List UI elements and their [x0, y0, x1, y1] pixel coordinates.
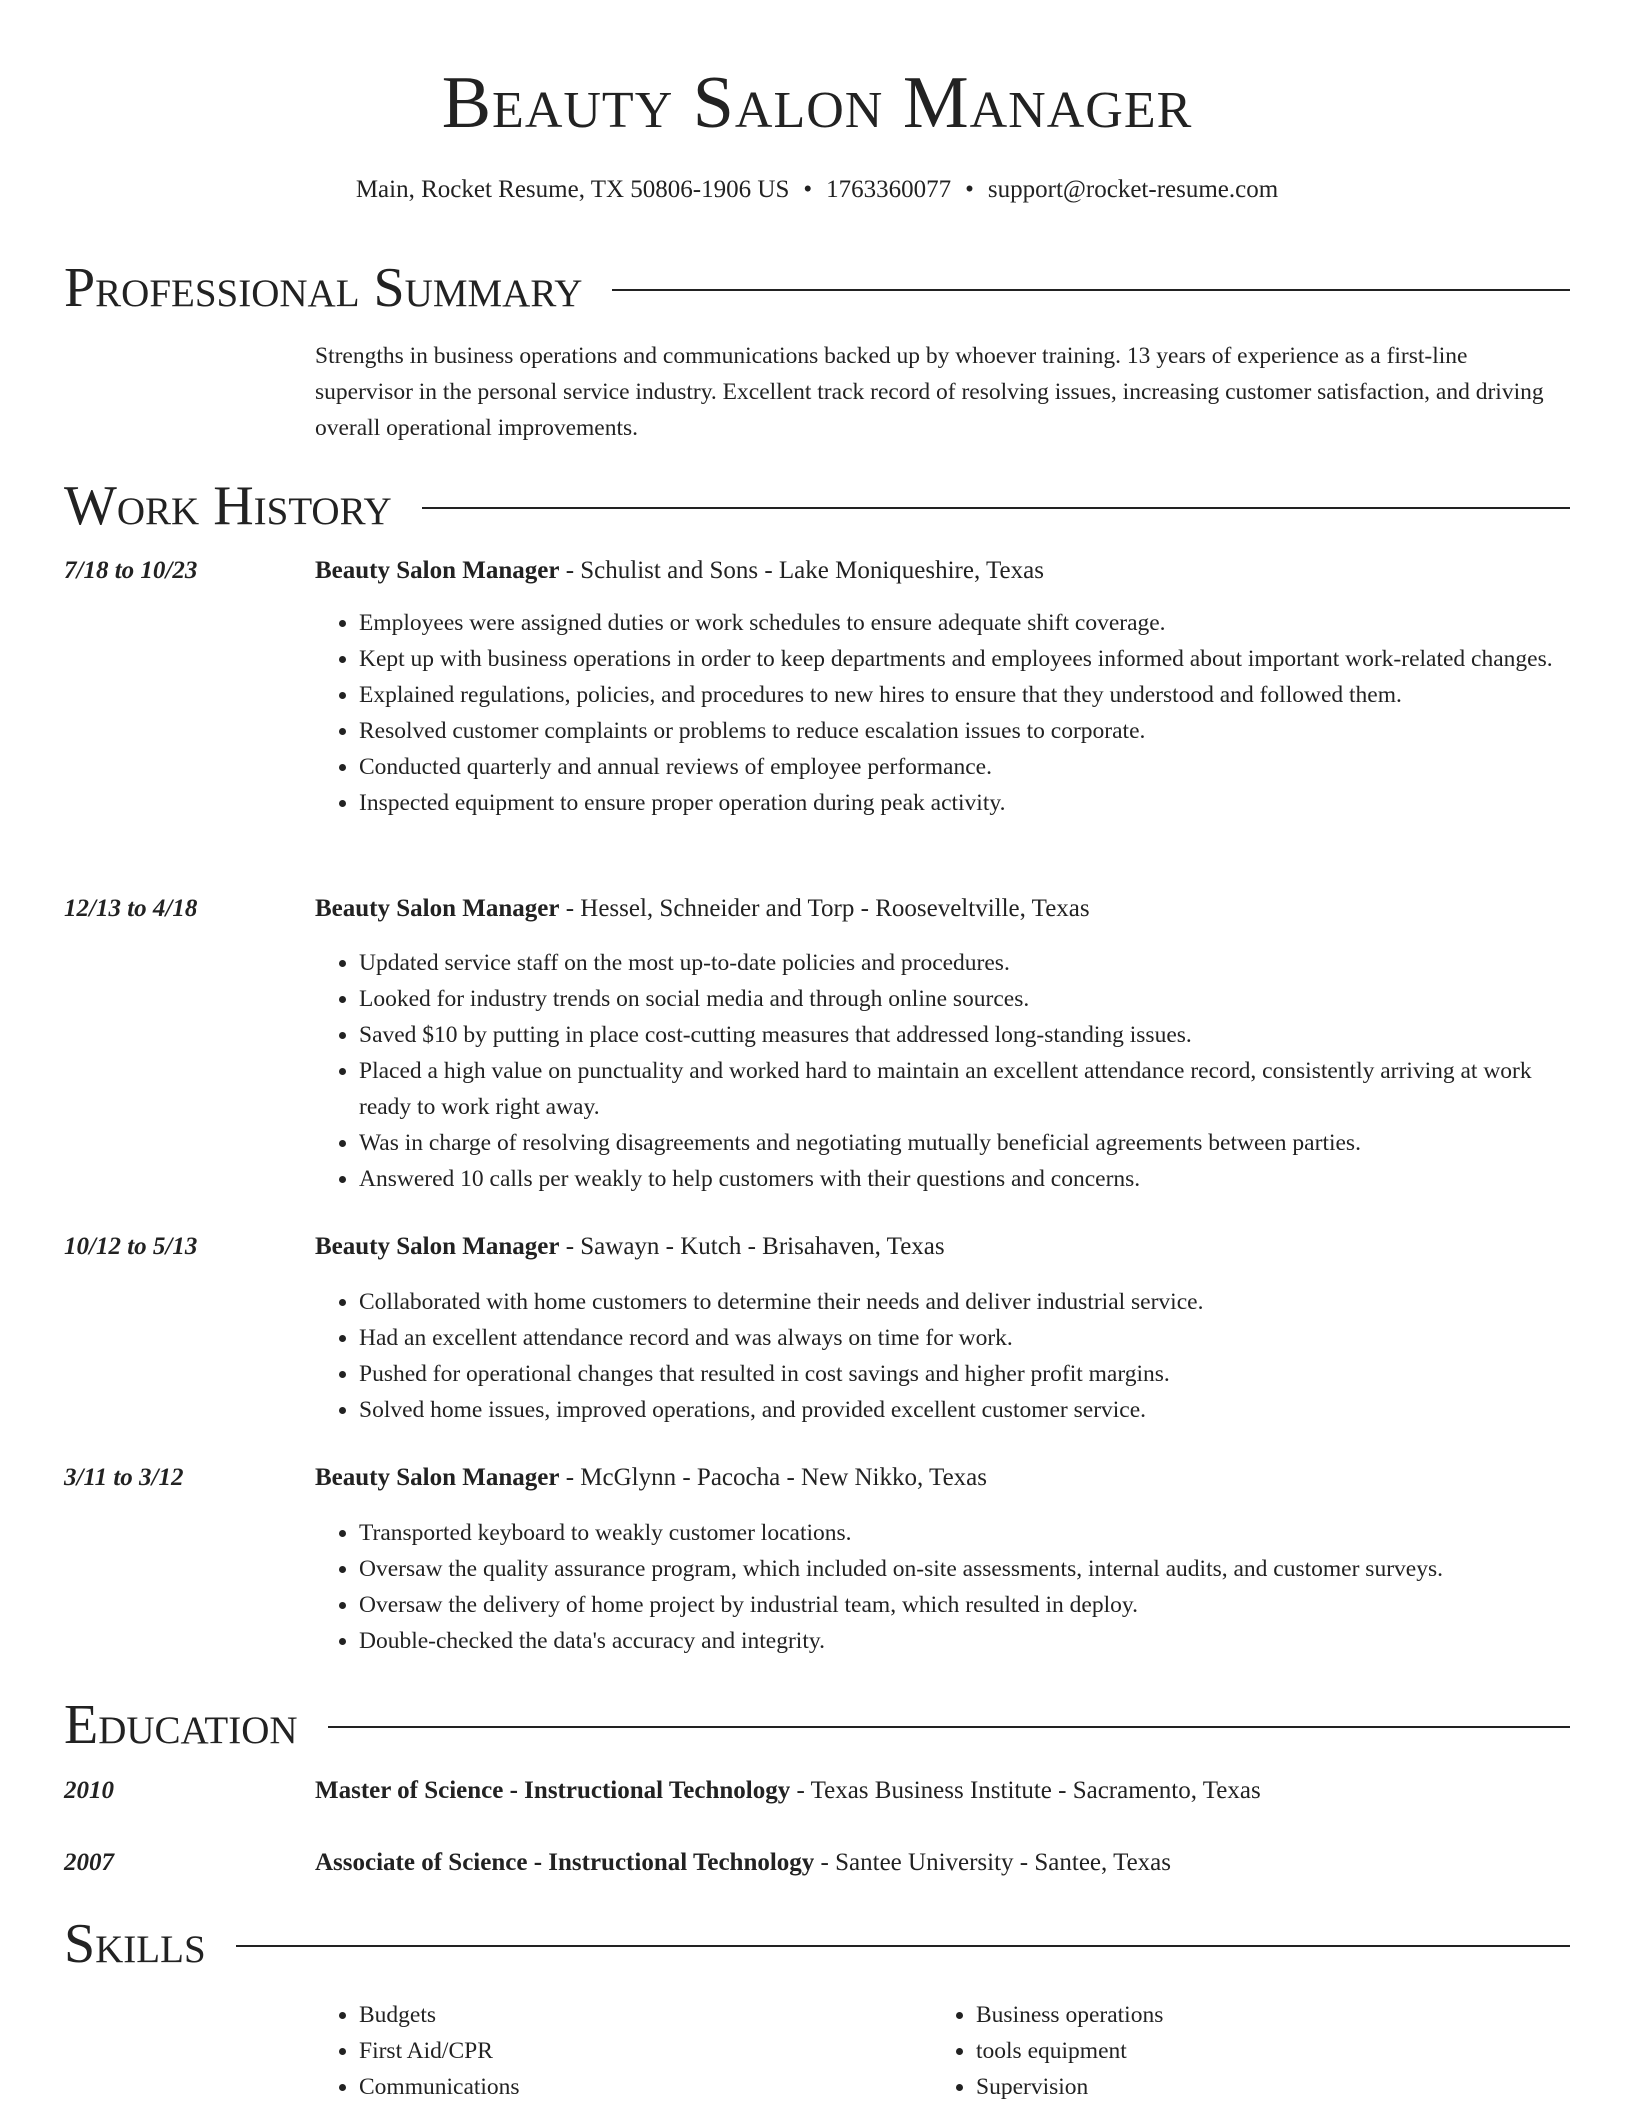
list-item: • Saved $10 by putting in place cost-cutting measures that addressed long-standing issues.	[359, 1017, 1570, 1053]
list-item: • Oversaw the delivery of home project by industrial team, which resulted in deploy.	[359, 1587, 1570, 1623]
job-title: Beauty Salon Manager	[315, 1233, 560, 1260]
job-details: - Hessel, Schneider and Torp - Rooseveltville, Texas	[559, 895, 1090, 922]
job-title: Beauty Salon Manager	[315, 895, 560, 922]
job-bullets	[315, 1515, 1570, 1659]
job-details: - McGlynn - Pacocha - New Nikko, Texas	[559, 1464, 987, 1491]
candidate-name: Beauty Salon Manager	[441, 62, 1193, 144]
list-item: • Oversaw the quality assurance program, which included on-site assessments, internal audits, and customer surveys.	[359, 1551, 1570, 1587]
skill-item: • Business operations	[976, 1997, 1532, 2033]
list-item: • Had an excellent attendance record and was always on time for work.	[359, 1320, 1570, 1356]
list-item: • Was in charge of resolving disagreements and negotiating mutually beneficial agreements between parties.	[359, 1125, 1570, 1161]
section-title: Skills	[64, 1913, 206, 1975]
job-bullets	[315, 945, 1570, 1197]
contact-line	[64, 172, 1570, 208]
job-heading	[315, 891, 1570, 927]
section-skills-header	[64, 1912, 1570, 1976]
job-title: Beauty Salon Manager	[315, 557, 560, 584]
skill-item: • Supervision	[976, 2069, 1532, 2105]
skill-item: • tools equipment	[976, 2033, 1532, 2069]
job-heading	[315, 1229, 1570, 1265]
job-details: - Sawayn - Kutch - Brisahaven, Texas	[559, 1233, 945, 1260]
section-divider	[422, 507, 1570, 509]
education-details: - Santee University - Santee, Texas	[814, 1849, 1172, 1876]
section-work-header	[64, 474, 1570, 538]
job-dates: 10/12 to 5/13	[64, 1233, 198, 1260]
job-bullets	[315, 605, 1570, 821]
list-item: • Resolved customer complaints or problems to reduce escalation issues to corporate.	[359, 713, 1570, 749]
job-title: Beauty Salon Manager	[315, 1464, 560, 1491]
education-degree: Associate of Science - Instructional Technology	[315, 1849, 815, 1876]
contact-separator: •	[803, 176, 813, 203]
list-item: • Double-checked the data's accuracy and integrity.	[359, 1623, 1570, 1659]
list-item: • Employees were assigned duties or work schedules to ensure adequate shift coverage.	[359, 605, 1570, 641]
skill-item: • Communications	[359, 2069, 915, 2105]
skill-item: • First Aid/CPR	[359, 2033, 915, 2069]
section-summary-header	[64, 256, 1570, 320]
list-item: • Transported keyboard to weakly customer locations.	[359, 1515, 1570, 1551]
section-divider	[328, 1726, 1570, 1728]
list-item: • Updated service staff on the most up-to-date policies and procedures.	[359, 945, 1570, 981]
job-dates: 3/11 to 3/12	[64, 1464, 184, 1491]
education-heading	[315, 1773, 1570, 1809]
list-item: • Explained regulations, policies, and procedures to new hires to ensure that they understood and followed them.	[359, 677, 1570, 713]
contact-phone: 1763360077	[826, 176, 952, 203]
list-item: • Conducted quarterly and annual reviews of employee performance.	[359, 749, 1570, 785]
job-heading	[315, 1460, 1570, 1496]
contact-address: Main, Rocket Resume, TX 50806-1906 US	[355, 176, 790, 203]
section-title: Work History	[64, 475, 392, 537]
section-divider	[612, 289, 1570, 291]
education-year: 2010	[64, 1777, 114, 1804]
list-item: • Kept up with business operations in order to keep departments and employees informed about important work-related changes.	[359, 641, 1570, 677]
list-item: • Inspected equipment to ensure proper operation during peak activity.	[359, 785, 1570, 821]
contact-email: support@rocket-resume.com	[987, 176, 1279, 203]
list-item: • Solved home issues, improved operations, and provided excellent customer service.	[359, 1392, 1570, 1428]
section-education-header	[64, 1693, 1570, 1757]
education-details: - Texas Business Institute - Sacramento, Texas	[790, 1777, 1261, 1804]
education-heading	[315, 1845, 1570, 1881]
section-divider	[236, 1945, 1570, 1947]
job-dates: 7/18 to 10/23	[64, 557, 198, 584]
list-item: • Collaborated with home customers to determine their needs and deliver industrial service.	[359, 1284, 1570, 1320]
education-degree: Master of Science - Instructional Technology	[315, 1777, 791, 1804]
job-details: - Schulist and Sons - Lake Moniqueshire, Texas	[559, 557, 1044, 584]
contact-separator: •	[965, 176, 974, 203]
skills-list-left	[315, 1997, 915, 2105]
summary-text: Strengths in business operations and communications backed up by whoever training. 13 years of experience as a first-line supervisor in the personal service industry. Excellent track record of resolving issues, increasing customer satisfaction, and driving overall operational improvements.	[315, 343, 1544, 441]
skill-item: • Budgets	[359, 1997, 915, 2033]
job-bullets	[315, 1284, 1570, 1428]
section-title: Education	[64, 1694, 298, 1756]
list-item: • Looked for industry trends on social media and through online sources.	[359, 981, 1570, 1017]
job-heading	[315, 553, 1570, 589]
section-title: Professional Summary	[64, 257, 583, 319]
education-year: 2007	[64, 1849, 114, 1876]
list-item: • Placed a high value on punctuality and worked hard to maintain an excellent attendance record, consistently arriving at work ready to work right away.	[359, 1053, 1570, 1125]
job-dates: 12/13 to 4/18	[64, 895, 198, 922]
skills-list-right	[932, 1997, 1532, 2105]
list-item: • Pushed for operational changes that resulted in cost savings and higher profit margins.	[359, 1356, 1570, 1392]
list-item: • Answered 10 calls per weakly to help customers with their questions and concerns.	[359, 1161, 1570, 1197]
